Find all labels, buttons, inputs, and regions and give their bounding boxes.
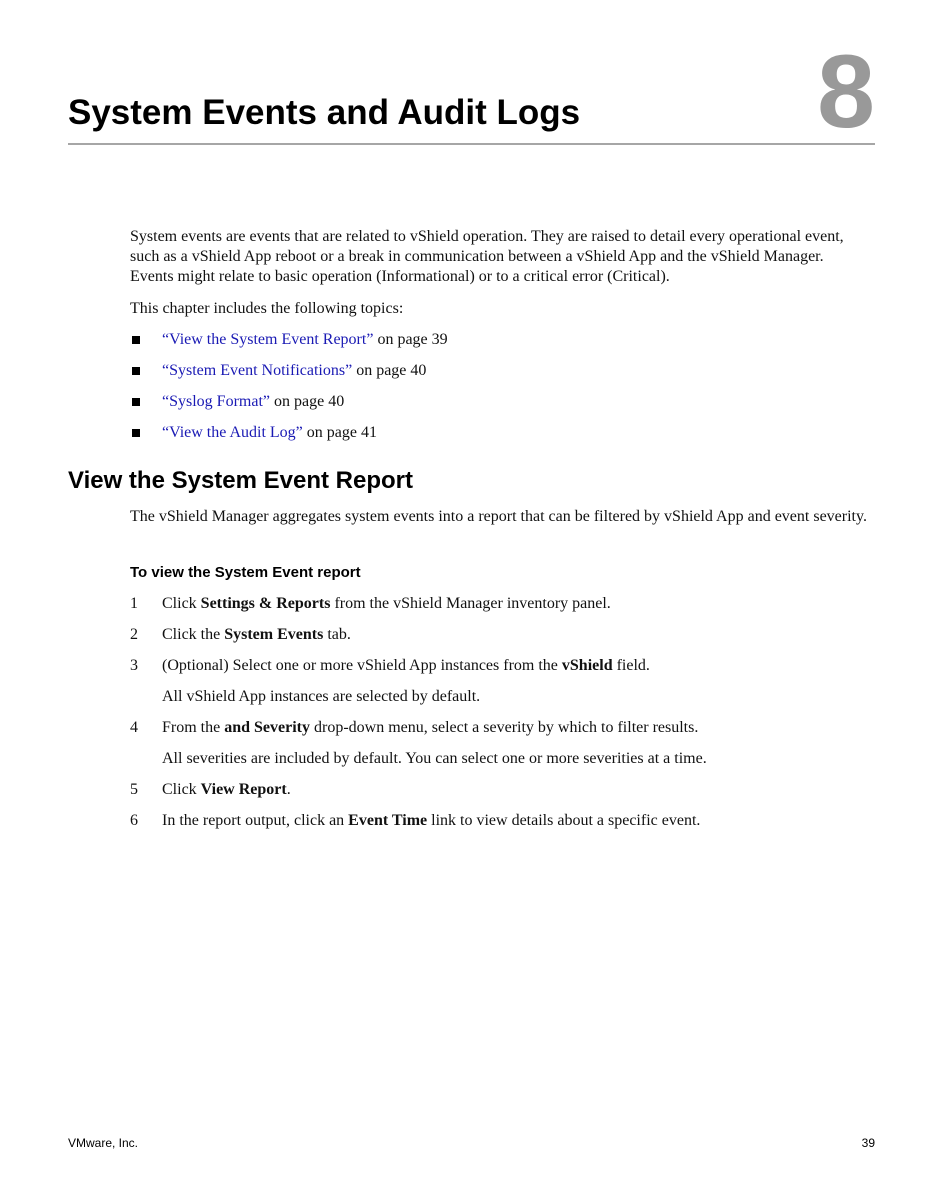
procedure-step [130,625,870,645]
step-text: tab. [323,626,351,643]
topic-link-system-event-notifications[interactable]: “System Event Notifications” [162,362,353,379]
ui-term: View Report [200,781,287,798]
section-title: View the System Event Report [68,467,413,494]
ui-term: System Events [224,626,324,643]
topic-page-ref: on page 39 [373,331,448,348]
procedure-step [130,780,870,800]
square-bullet-icon [132,429,140,437]
topic-list-item [130,392,870,423]
step-text: . [286,781,291,798]
procedure-step [130,594,870,614]
intro-paragraph: System events are events that are related to vShield operation. They are raised to detail every operational event, such as a vShield App reboot or a break in communication between a vShield App and the vShield Manager. Events might relate to basic operation (Informational) or to a critical error (Critical). [130,228,844,285]
step-number: 5 [130,781,138,798]
ui-term: vShield [561,657,613,674]
step-number: 3 [130,657,138,674]
step-note: All vShield App instances are selected by default. [162,688,481,705]
ui-term: and Severity [224,719,310,736]
step-number: 2 [130,626,138,643]
step-text: Click [162,595,201,612]
square-bullet-icon [132,367,140,375]
step-text: Click the [162,626,225,643]
step-text: link to view details about a specific event. [427,812,701,829]
topic-list-item [130,361,870,392]
step-number: 1 [130,595,138,612]
step-text: Click [162,781,201,798]
step-number: 6 [130,812,138,829]
procedure-step [130,811,870,831]
topics-lead: This chapter includes the following topics: [130,300,404,317]
step-note: All severities are included by default. You can select one or more severities at a time. [162,750,707,767]
step-text: drop-down menu, select a severity by which to filter results. [310,719,699,736]
topic-link-view-system-event-report[interactable]: “View the System Event Report” [162,331,374,348]
topic-page-ref: on page 40 [270,393,345,410]
chapter-number: 8 [817,34,875,150]
topic-page-ref: on page 40 [352,362,427,379]
topic-page-ref: on page 41 [302,424,377,441]
ui-term: Event Time [348,812,428,829]
topic-link-view-audit-log[interactable]: “View the Audit Log” [162,424,303,441]
procedure-steps [130,594,870,842]
step-text: field. [612,657,650,674]
procedure-title: To view the System Event report [130,564,361,581]
chapter-title: System Events and Audit Logs [68,93,581,132]
chapter-divider [68,143,875,145]
ui-term: Settings & Reports [200,595,331,612]
section-paragraph: The vShield Manager aggregates system events into a report that can be filtered by vShield App and event severity. [130,508,867,525]
topic-link-syslog-format[interactable]: “Syslog Format” [162,393,270,410]
footer-page-number: 39 [861,1136,875,1150]
step-number: 4 [130,719,138,736]
topic-list-item [130,330,870,361]
footer-company: VMware, Inc. [68,1136,139,1150]
procedure-step [130,656,870,707]
topic-list-item [130,423,870,454]
step-text: In the report output, click an [162,812,349,829]
step-text: (Optional) Select one or more vShield App instances from the [162,657,562,674]
procedure-step [130,718,870,769]
topic-list [130,330,870,454]
square-bullet-icon [132,336,140,344]
square-bullet-icon [132,398,140,406]
step-text: from the vShield Manager inventory panel. [330,595,611,612]
step-text: From the [162,719,225,736]
